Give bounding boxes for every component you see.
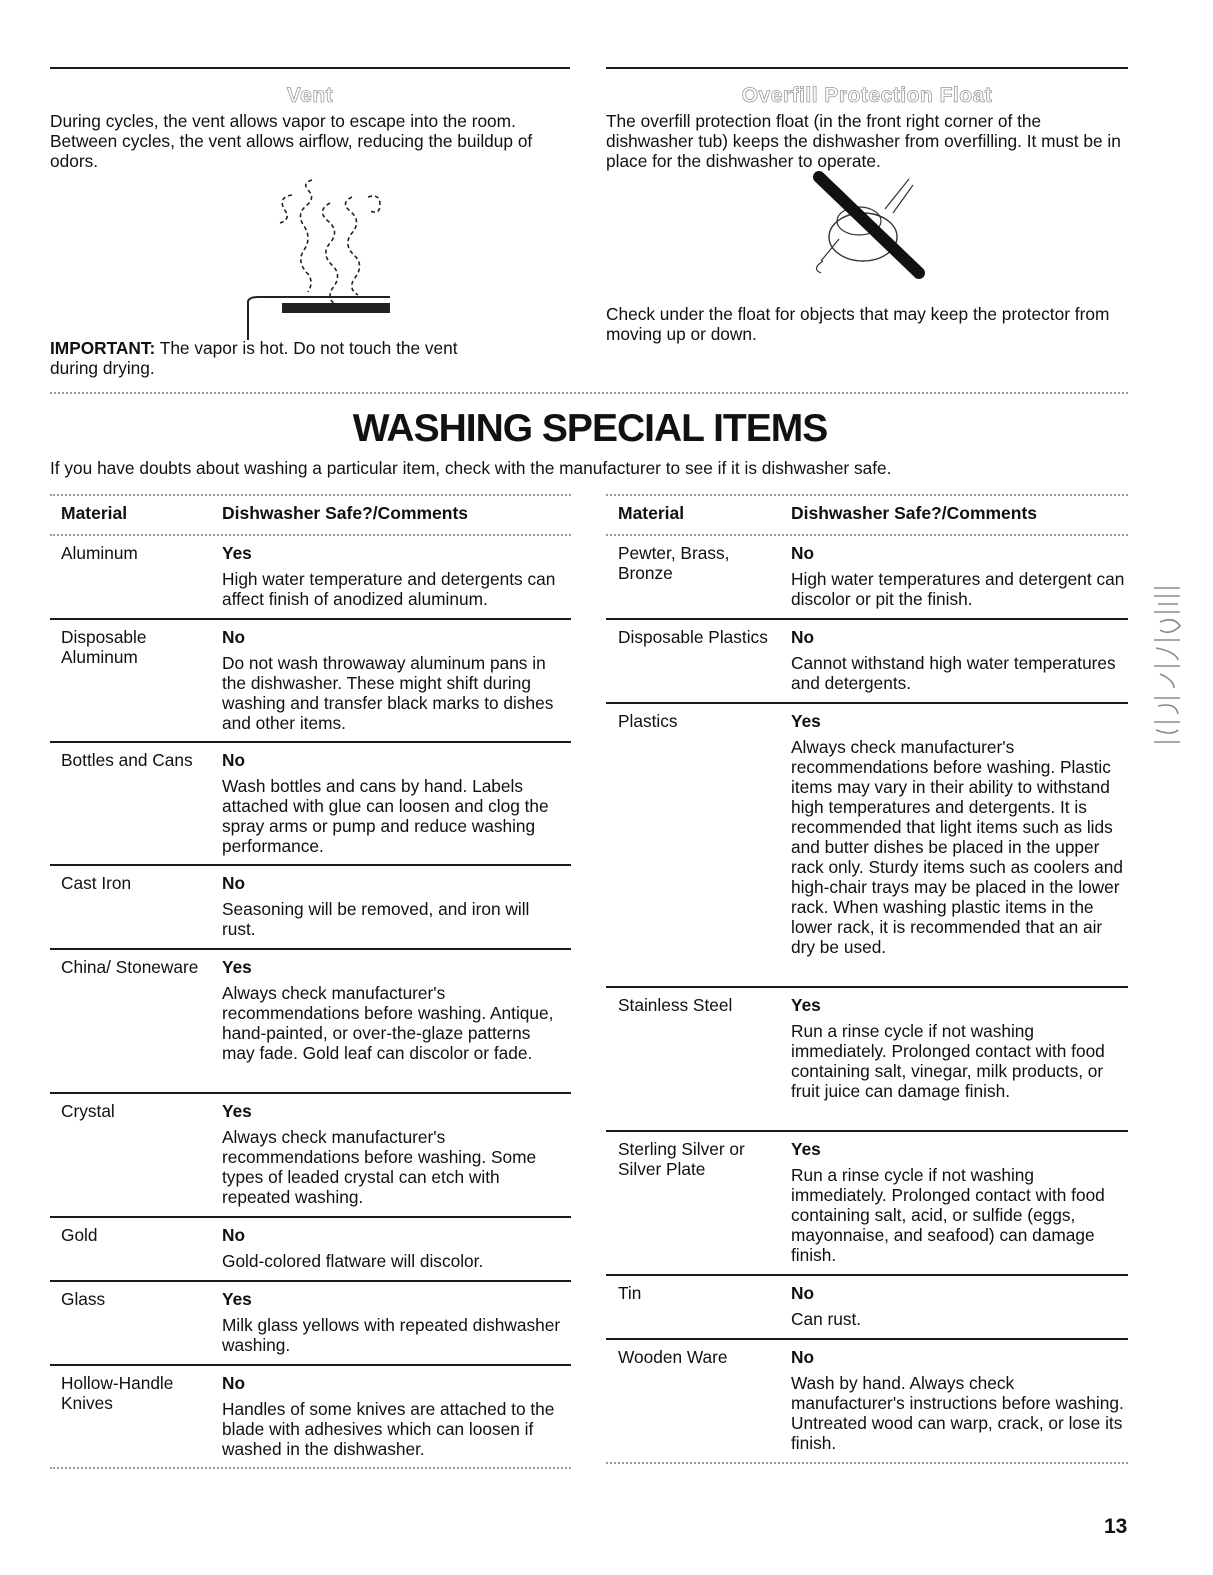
vent-important — [50, 338, 510, 378]
comment-text: Seasoning will be removed, and iron will rust. — [222, 899, 530, 939]
comment-cell — [222, 873, 567, 939]
safe-status: No — [791, 543, 815, 563]
language-tab-icon — [1150, 578, 1184, 750]
safe-status: No — [222, 1225, 246, 1245]
table-row — [606, 536, 1128, 620]
material-cell: Disposable Aluminum — [61, 627, 147, 667]
table-row — [606, 1276, 1128, 1340]
table-row — [50, 1282, 571, 1366]
table-row — [606, 988, 1128, 1132]
safe-status: No — [222, 1373, 246, 1393]
comment-cell — [222, 750, 567, 856]
safe-status: No — [222, 750, 246, 770]
comment-text: Handles of some knives are attached to the blade with adhesives which can loosen if washed in the dishwasher. — [222, 1399, 555, 1459]
comment-text: Run a rinse cycle if not washing immediately. Prolonged contact with food containing salt, vinegar, milk products, or fruit juice can damage finish. — [791, 1021, 1105, 1101]
safe-status: Yes — [791, 995, 821, 1015]
safe-status: Yes — [222, 1289, 252, 1309]
comment-cell — [791, 627, 1126, 693]
table-row — [50, 1094, 571, 1218]
overfill-float-icon — [801, 169, 941, 279]
header-material: Material — [61, 503, 128, 523]
safe-status: No — [791, 1347, 815, 1367]
material-cell: Stainless Steel — [618, 995, 733, 1015]
material-cell: Pewter, Brass, Bronze — [618, 543, 730, 583]
header-comments: Dishwasher Safe?/Comments — [222, 503, 469, 523]
important-label: IMPORTANT: — [50, 338, 156, 358]
material-cell: China/ Stoneware — [61, 957, 199, 977]
table-row — [606, 704, 1128, 988]
comment-cell — [222, 627, 567, 733]
comment-cell — [791, 543, 1126, 609]
section-divider — [50, 392, 1128, 394]
vent-steam-icon — [240, 175, 440, 340]
material-cell: Cast Iron — [61, 873, 132, 893]
comment-cell — [222, 957, 567, 1063]
comment-text: Milk glass yellows with repeated dishwasher washing. — [222, 1315, 561, 1355]
comment-cell — [222, 1373, 567, 1459]
intro-text: If you have doubts about washing a particular item, check with the manufacturer to see if it is dishwasher safe. — [50, 458, 892, 478]
overfill-description: The overfill protection float (in the front right corner of the dishwasher tub) keeps the dishwasher from overfilling. It must be in place for the dishwasher to operate. — [606, 111, 1121, 171]
table-header — [50, 494, 571, 536]
comment-text: Gold-colored flatware will discolor. — [222, 1251, 484, 1271]
safe-status: Yes — [791, 1139, 821, 1159]
comment-text: Can rust. — [791, 1309, 862, 1329]
material-cell: Bottles and Cans — [61, 750, 193, 770]
table-row — [606, 1340, 1128, 1464]
material-cell: Sterling Silver or Silver Plate — [618, 1139, 745, 1179]
comment-cell — [791, 711, 1126, 957]
overfill-title: Overfill Protection Float — [741, 84, 993, 107]
comment-text: High water temperature and detergents can affect finish of anodized aluminum. — [222, 569, 556, 609]
comment-cell — [791, 995, 1126, 1101]
comment-text: Do not wash throwaway aluminum pans in the dishwasher. These might shift during washing and transfer black marks to dishes and other items. — [222, 653, 554, 733]
header-material: Material — [618, 503, 685, 523]
comment-text: High water temperatures and detergent can discolor or pit the finish. — [791, 569, 1125, 609]
section-rule — [50, 67, 570, 69]
safe-status: Yes — [222, 957, 252, 977]
comment-cell — [791, 1347, 1126, 1453]
overfill-check: Check under the float for objects that may keep the protector from moving up or down. — [606, 304, 1110, 344]
table-row — [606, 620, 1128, 704]
comment-text: Always check manufacturer's recommendations before washing. Antique, hand-painted, or over-the-glaze patterns may fade. Gold leaf can discolor or fade. — [222, 983, 554, 1063]
important-text: The vapor is hot. Do not touch the vent during drying. — [50, 338, 458, 378]
vent-section — [50, 67, 570, 378]
safe-status: Yes — [791, 711, 821, 731]
table-row — [50, 866, 571, 950]
safe-status: Yes — [222, 1101, 252, 1121]
safe-status: No — [222, 627, 246, 647]
comment-text: Run a rinse cycle if not washing immediately. Prolonged contact with food containing salt, acid, or sulfide (eggs, mayonnaise, and seafood) can damage finish. — [791, 1165, 1105, 1265]
material-cell: Glass — [61, 1289, 106, 1309]
comment-text: Always check manufacturer's recommendations before washing. Some types of leaded crystal can etch with repeated washing. — [222, 1127, 537, 1207]
special-items-table-right — [606, 494, 1128, 1464]
material-cell: Wooden Ware — [618, 1347, 728, 1367]
comment-cell — [791, 1283, 1126, 1329]
comment-text: Wash by hand. Always check manufacturer's instructions before washing. Untreated wood can warp, crack, or lose its finish. — [791, 1373, 1124, 1453]
material-cell: Disposable Plastics — [618, 627, 768, 647]
table-row — [50, 620, 571, 743]
table-row — [50, 1366, 571, 1469]
comment-text: Wash bottles and cans by hand. Labels attached with glue can loosen and clog the spray arms or pump and reduce washing performance. — [222, 776, 549, 856]
safe-status: Yes — [222, 543, 252, 563]
material-cell: Tin — [618, 1283, 642, 1303]
table-row — [50, 950, 571, 1094]
vent-title: Vent — [286, 84, 334, 107]
comment-text: Cannot withstand high water temperatures and detergents. — [791, 653, 1116, 693]
table-row — [50, 743, 571, 866]
section-rule — [606, 67, 1128, 69]
material-cell: Aluminum — [61, 543, 138, 563]
material-cell: Crystal — [61, 1101, 115, 1121]
page-number: 13 — [1104, 1515, 1128, 1538]
table-row — [50, 536, 571, 620]
comment-text: Always check manufacturer's recommendations before washing. Plastic items may vary in their ability to withstand high temperatures and detergents. It is recommended that light items such as lids and butter dishes be placed in the upper rack only. Sturdy items such as coolers and high-chair trays may be placed in the lower rack. When washing plastic items in the lower rack, it is recommended that an air dry be used. — [791, 737, 1124, 957]
comment-cell — [222, 1225, 567, 1271]
material-cell: Hollow-Handle Knives — [61, 1373, 174, 1413]
comment-cell — [222, 1101, 567, 1207]
material-cell: Plastics — [618, 711, 678, 731]
safe-status: No — [791, 1283, 815, 1303]
table-row — [606, 1132, 1128, 1276]
comment-cell — [222, 1289, 567, 1355]
safe-status: No — [791, 627, 815, 647]
material-cell: Gold — [61, 1225, 98, 1245]
special-items-table-left — [50, 494, 571, 1469]
vent-description: During cycles, the vent allows vapor to escape into the room. Between cycles, the vent allows airflow, reducing the buildup of odors. — [50, 111, 533, 171]
safe-status: No — [222, 873, 246, 893]
table-row — [50, 1218, 571, 1282]
header-comments: Dishwasher Safe?/Comments — [791, 503, 1038, 523]
table-header — [606, 494, 1128, 536]
page-title: WASHING SPECIAL ITEMS — [352, 407, 828, 450]
comment-cell — [791, 1139, 1126, 1265]
comment-cell — [222, 543, 567, 609]
overfill-section — [606, 67, 1128, 344]
